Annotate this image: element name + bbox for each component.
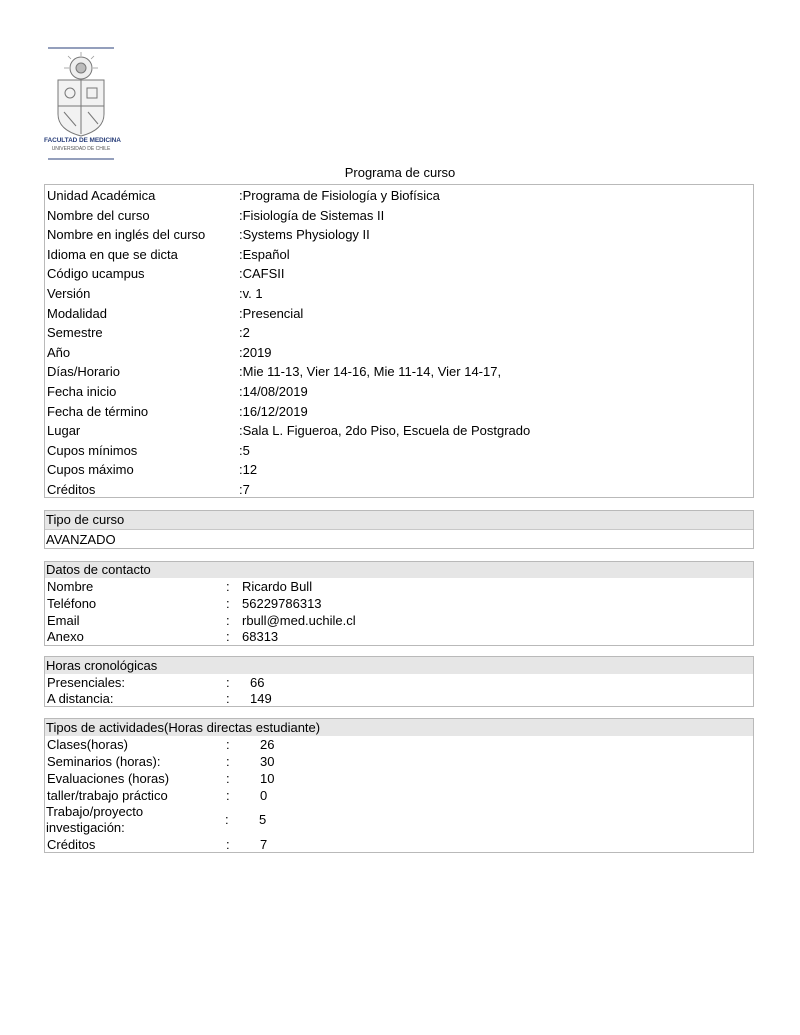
activity-label: Trabajo/proyecto investigación: xyxy=(46,804,144,835)
colon: : xyxy=(226,754,230,769)
info-label: Versión xyxy=(47,286,91,301)
activity-value: 0 xyxy=(260,788,268,803)
course-type-value: AVANZADO xyxy=(46,532,116,547)
general-info-box xyxy=(44,184,754,498)
contact-value: 68313 xyxy=(242,629,279,644)
info-label: Días/Horario xyxy=(47,364,120,380)
info-value: :Español xyxy=(239,246,290,262)
activity-label: Seminarios (horas): xyxy=(47,754,161,769)
hours-label: A distancia: xyxy=(47,691,114,706)
info-value: :12 xyxy=(239,462,258,478)
contact-label: Nombre xyxy=(47,579,94,594)
logo-text-faculty: FACULTAD DE MEDICINA xyxy=(44,137,121,144)
info-value: :5 xyxy=(239,442,250,458)
activity-value: 5 xyxy=(259,812,267,827)
info-label: Fecha inicio xyxy=(47,384,117,399)
activities-box xyxy=(44,718,754,853)
info-value: :16/12/2019 xyxy=(239,403,308,419)
section-header: Tipo de curso xyxy=(45,511,753,529)
contact-label: Email xyxy=(47,613,80,628)
activity-label: Clases(horas) xyxy=(47,737,128,752)
colon: : xyxy=(226,613,230,628)
contact-email-value: rbull@med.uchile.cl xyxy=(242,613,356,628)
info-value: :CAFSII xyxy=(239,266,285,282)
info-value: :14/08/2019 xyxy=(239,384,308,399)
info-value: :Mie 11-13, Vier 14-16, Mie 11-14, Vier 14-17, xyxy=(239,364,502,380)
activity-value: 10 xyxy=(260,771,275,786)
contact-label: Teléfono xyxy=(47,596,97,611)
activity-label: Créditos xyxy=(47,837,96,852)
activity-label: Evaluaciones (horas) xyxy=(47,771,170,786)
info-value: :Fisiología de Sistemas II xyxy=(239,207,385,223)
info-label: Modalidad xyxy=(47,305,107,321)
info-value: :Programa de Fisiología y Biofísica xyxy=(239,188,440,203)
section-header: Datos de contacto xyxy=(45,562,753,578)
colon: : xyxy=(226,629,230,644)
hours-box xyxy=(44,656,754,707)
info-label: Nombre del curso xyxy=(47,207,150,223)
colon: : xyxy=(226,737,230,752)
info-value: :Systems Physiology II xyxy=(239,227,370,243)
logo-text-university: UNIVERSIDAD DE CHILE xyxy=(51,146,111,152)
contact-box xyxy=(44,561,754,646)
info-value: :2 xyxy=(239,325,250,341)
info-value: :Sala L. Figueroa, 2do Piso, Escuela de Postgrado xyxy=(239,423,531,439)
info-value: :v. 1 xyxy=(239,286,263,301)
activity-value: 26 xyxy=(260,737,275,752)
colon: : xyxy=(226,788,230,803)
course-type-box xyxy=(44,510,754,549)
colon: : xyxy=(226,596,230,611)
section-header: Tipos de actividades(Horas directas estudiante) xyxy=(45,719,753,736)
colon: : xyxy=(226,691,230,706)
activity-value: 7 xyxy=(260,837,268,852)
colon: : xyxy=(226,675,230,690)
page-title: Programa de curso xyxy=(344,165,456,180)
contact-value: 56229786313 xyxy=(242,596,322,611)
contact-label: Anexo xyxy=(47,629,84,644)
info-label: Idioma en que se dicta xyxy=(47,246,178,262)
colon: : xyxy=(226,771,230,786)
info-label: Nombre en inglés del curso xyxy=(47,227,206,243)
contact-value: Ricardo Bull xyxy=(242,579,313,594)
colon: : xyxy=(226,579,230,594)
activity-label: taller/trabajo práctico xyxy=(47,788,168,803)
info-label: Cupos máximo xyxy=(47,462,134,478)
section-header: Horas cronológicas xyxy=(45,657,753,674)
info-label: Código ucampus xyxy=(47,266,145,282)
info-value: :2019 xyxy=(239,344,272,360)
info-label: Cupos mínimos xyxy=(47,442,138,458)
hours-label: Presenciales: xyxy=(47,675,126,690)
colon: : xyxy=(226,837,230,852)
info-label: Año xyxy=(47,344,71,360)
activity-row xyxy=(46,804,346,836)
info-label: Créditos xyxy=(47,482,96,497)
info-label: Fecha de término xyxy=(47,403,149,419)
hours-value: 149 xyxy=(250,691,272,706)
colon: : xyxy=(225,812,229,827)
faculty-crest-logo xyxy=(44,46,121,162)
divider xyxy=(45,529,753,530)
info-value: :Presencial xyxy=(239,305,304,321)
info-label: Unidad Académica xyxy=(47,188,156,203)
hours-value: 66 xyxy=(250,675,265,690)
info-label: Lugar xyxy=(47,423,81,439)
activity-value: 30 xyxy=(260,754,275,769)
info-label: Semestre xyxy=(47,325,103,341)
info-value: :7 xyxy=(239,482,250,497)
